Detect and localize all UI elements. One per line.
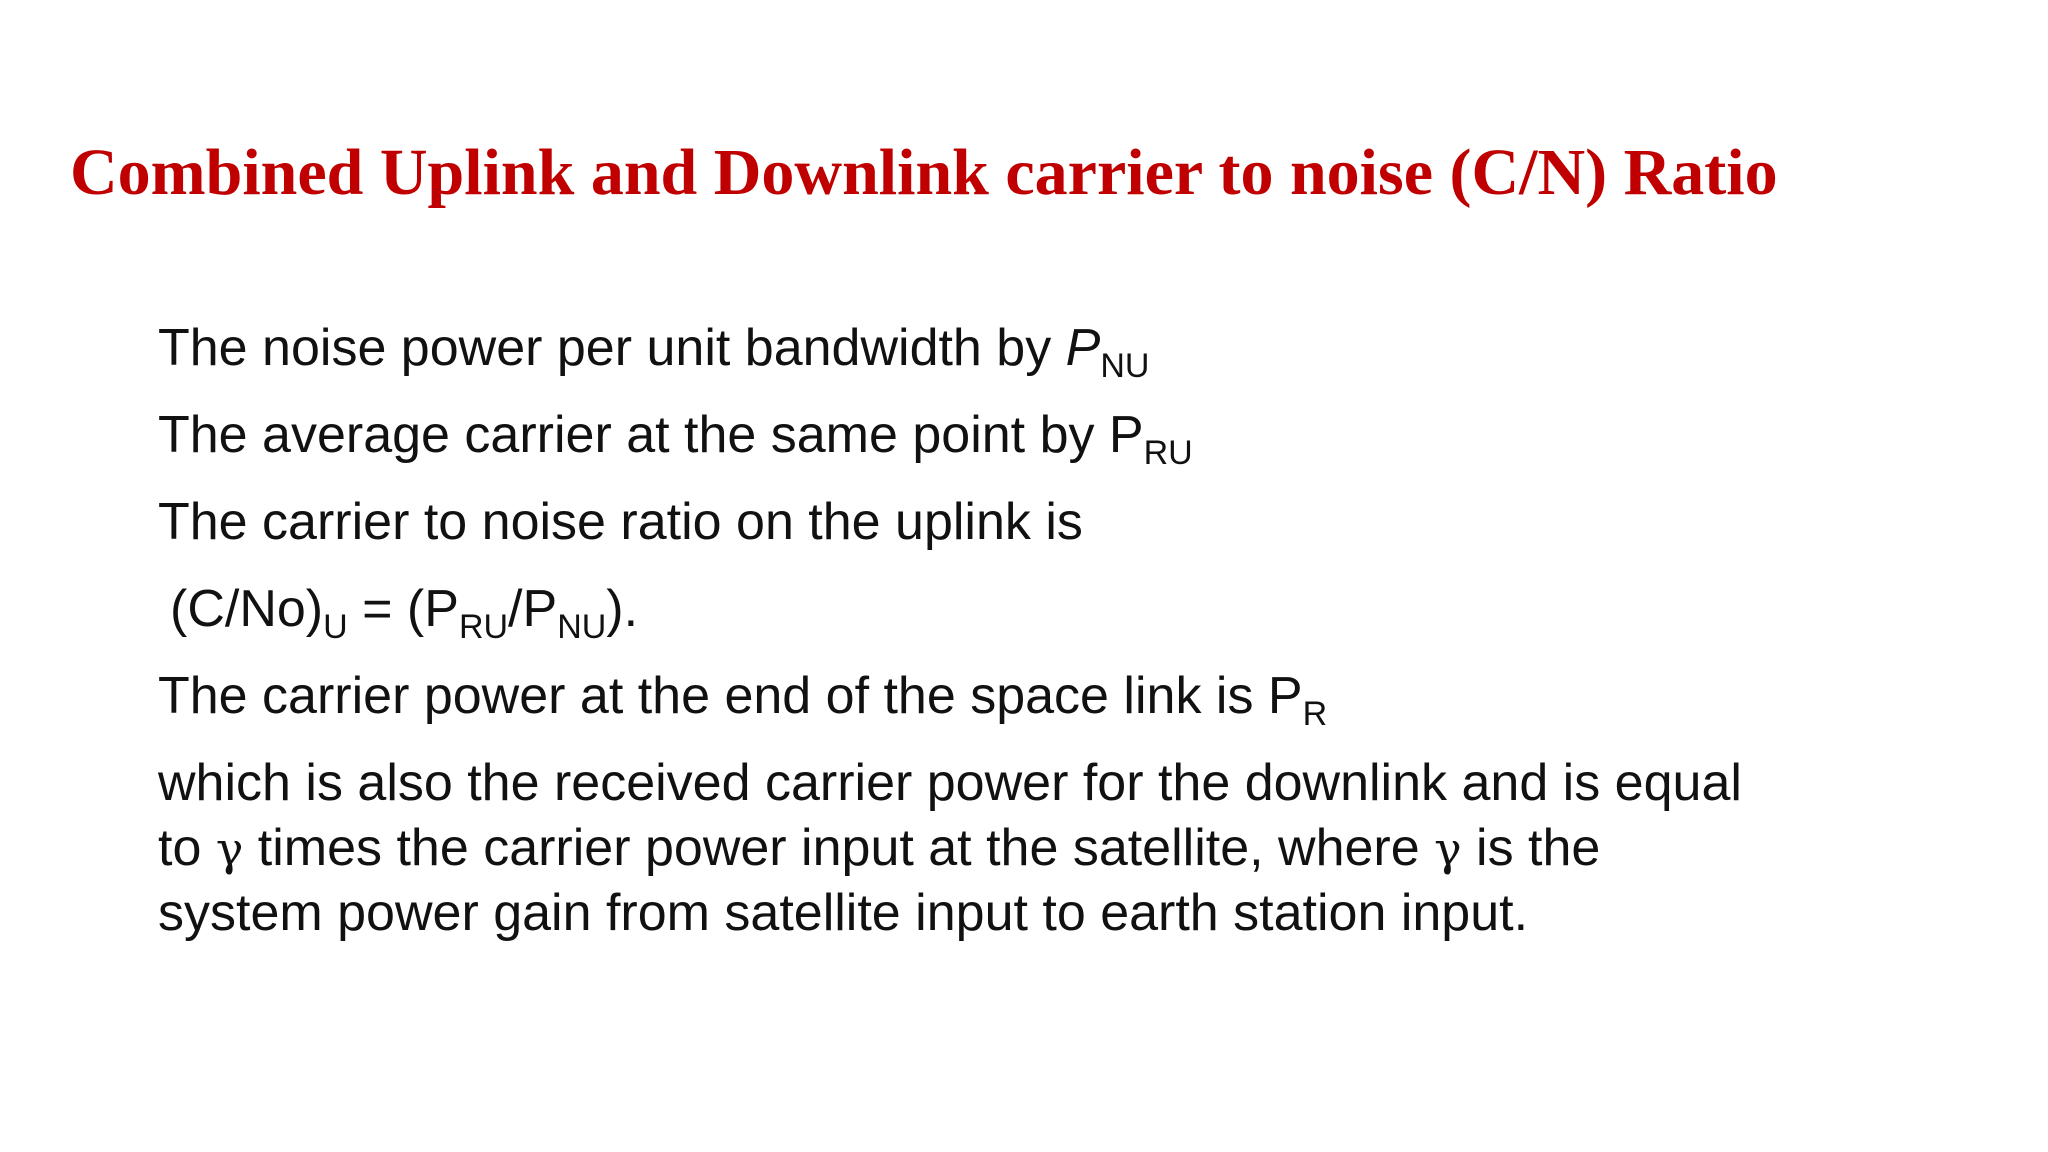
subscript: NU bbox=[1100, 347, 1150, 385]
equation-part: /P bbox=[508, 580, 558, 638]
equation-part: ). bbox=[606, 580, 639, 638]
text-line-carrier-power bbox=[158, 664, 1328, 733]
line-text: The average carrier at the same point by P bbox=[158, 406, 1144, 464]
line-text: The noise power per unit bandwidth by bbox=[158, 319, 1066, 377]
equation-part: (C/No) bbox=[170, 580, 324, 638]
text-line-gamma bbox=[158, 816, 1600, 881]
gamma-symbol: γ bbox=[215, 822, 244, 876]
line-text: The carrier power at the end of the space link is P bbox=[158, 667, 1303, 725]
subscript: R bbox=[1302, 695, 1328, 733]
gamma-symbol: γ bbox=[1434, 822, 1462, 876]
line-text: to bbox=[158, 819, 216, 877]
symbol-p: P bbox=[1065, 319, 1101, 377]
line-text: times the carrier power input at the satellite, where bbox=[243, 819, 1435, 877]
subscript: U bbox=[323, 608, 348, 646]
text-line-noise-power bbox=[158, 316, 1150, 385]
slide-title: Combined Uplink and Downlink carrier to noise (C/N) Ratio bbox=[70, 136, 1778, 209]
equation-uplink-cn bbox=[170, 577, 639, 646]
subscript: RU bbox=[458, 608, 509, 646]
text-line-received-power: which is also the received carrier power for the downlink and is equal bbox=[158, 754, 1742, 812]
subscript: NU bbox=[557, 608, 607, 646]
text-line-system-gain: system power gain from satellite input to earth station input. bbox=[158, 884, 1529, 942]
equation-part: = (P bbox=[347, 580, 459, 638]
text-line-uplink-ratio: The carrier to noise ratio on the uplink is bbox=[158, 493, 1083, 551]
subscript: RU bbox=[1143, 434, 1193, 472]
line-text: is the bbox=[1461, 819, 1601, 877]
text-line-average-carrier bbox=[158, 403, 1193, 472]
